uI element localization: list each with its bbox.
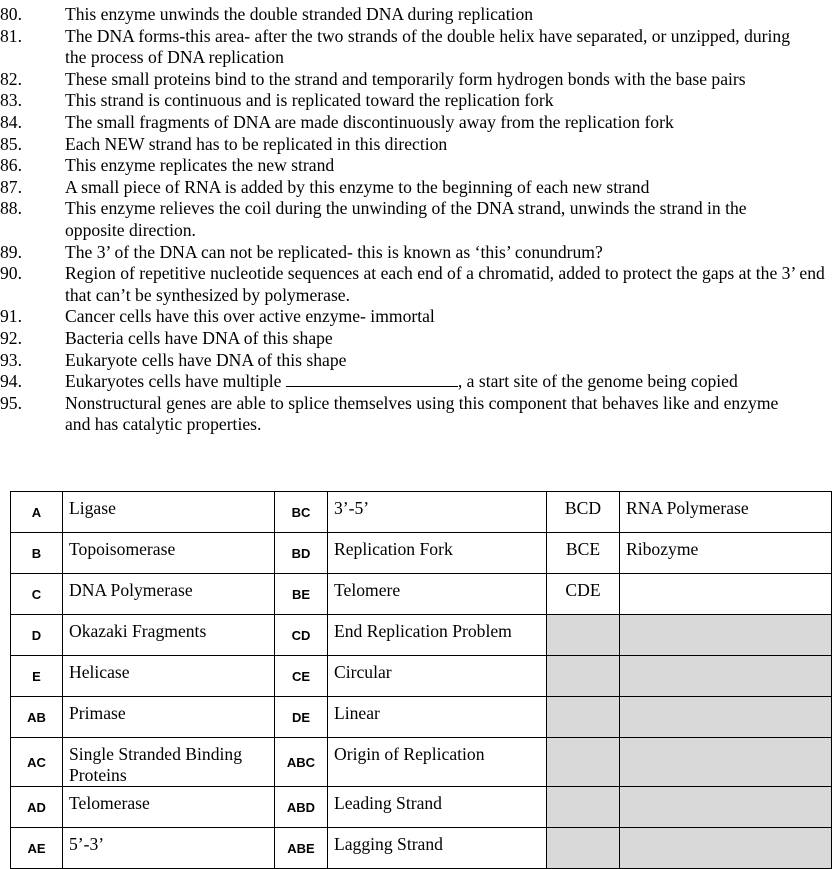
question-text: Eukaryote cells have DNA of this shape <box>65 349 347 370</box>
empty-cell <box>620 787 832 828</box>
table-row <box>11 574 832 615</box>
answer-code: C <box>11 574 63 615</box>
answer-value: Telomere <box>328 574 547 615</box>
question-number: 89. <box>0 241 22 262</box>
empty-cell <box>620 828 832 869</box>
question-91 <box>0 306 836 328</box>
answer-code: A <box>11 492 63 533</box>
question-88 <box>0 198 836 241</box>
question-number: 86. <box>0 155 22 176</box>
empty-cell <box>547 787 620 828</box>
table-row <box>11 738 832 787</box>
answer-code: AB <box>11 697 63 738</box>
answer-value: Topoisomerase <box>63 533 275 574</box>
question-text <box>65 371 836 393</box>
answer-value: Origin of Replication <box>328 738 547 787</box>
answer-value: Circular <box>328 656 547 697</box>
answer-code: D <box>11 615 63 656</box>
answer-value: RNA Polymerase <box>620 492 832 533</box>
question-number: 91. <box>0 306 22 327</box>
question-80 <box>0 4 836 26</box>
question-text: The 3’ of the DNA can not be replicated- this is known as ‘this’ conundrum? <box>65 241 603 262</box>
table-row <box>11 615 832 656</box>
question-text: This strand is continuous and is replicated toward the replication fork <box>65 90 554 111</box>
answer-code: CE <box>275 656 328 697</box>
table-row <box>11 828 832 869</box>
answer-code: BCE <box>547 533 620 574</box>
answer-value: Lagging Strand <box>328 828 547 869</box>
question-number: 85. <box>0 133 22 154</box>
answer-code: BCD <box>547 492 620 533</box>
question-82 <box>0 69 836 91</box>
question-text: Bacteria cells have DNA of this shape <box>65 327 333 348</box>
question-text: Cancer cells have this over active enzyme- immortal <box>65 306 435 327</box>
answer-value: Primase <box>63 697 275 738</box>
question-text: Region of repetitive nucleotide sequences at each end of a chromatid, added to protect the gaps at the 3’ end that can’t be synthesized by polymerase. <box>65 263 825 305</box>
answer-value: DNA Polymerase <box>63 574 275 615</box>
question-93 <box>0 350 836 372</box>
answer-value: Linear <box>328 697 547 738</box>
answer-code: BC <box>275 492 328 533</box>
answer-value: Ribozyme <box>620 533 832 574</box>
answer-value: Leading Strand <box>328 787 547 828</box>
table-row <box>11 492 832 533</box>
empty-cell <box>620 656 832 697</box>
question-number: 82. <box>0 68 22 89</box>
answer-code: ABD <box>275 787 328 828</box>
question-text: Nonstructural genes are able to splice themselves using this component that behaves like and enzyme and has catalytic properties. <box>65 392 779 435</box>
empty-cell <box>547 828 620 869</box>
table-row <box>11 656 832 697</box>
question-87 <box>0 177 836 199</box>
question-83 <box>0 90 836 112</box>
table-row <box>11 533 832 574</box>
answer-code: AE <box>11 828 63 869</box>
question-number: 88. <box>0 198 22 219</box>
answer-code: DE <box>275 697 328 738</box>
question-text: This enzyme unwinds the double stranded DNA during replication <box>65 4 534 24</box>
question-text: These small proteins bind to the strand and temporarily form hydrogen bonds with the base pairs <box>65 68 746 89</box>
answer-key-table <box>10 491 832 869</box>
question-84 <box>0 112 836 134</box>
question-text: A small piece of RNA is added by this enzyme to the beginning of each new strand <box>65 176 650 197</box>
answer-code: BE <box>275 574 328 615</box>
empty-cell <box>547 615 620 656</box>
question-text-after: , a start site of the genome being copied <box>457 371 738 392</box>
answer-code: E <box>11 656 63 697</box>
answer-value <box>620 574 832 615</box>
question-90 <box>0 263 836 306</box>
question-number: 83. <box>0 90 22 111</box>
question-number: 93. <box>0 349 22 370</box>
answer-value: Okazaki Fragments <box>63 615 275 656</box>
question-86 <box>0 155 836 177</box>
table-row <box>11 787 832 828</box>
answer-value: End Replication Problem <box>328 615 547 656</box>
answer-value: 3’-5’ <box>328 492 547 533</box>
answer-blank <box>286 371 458 387</box>
question-number: 92. <box>0 327 22 348</box>
question-89 <box>0 242 836 264</box>
question-95 <box>0 393 836 436</box>
answer-code: ABE <box>275 828 328 869</box>
empty-cell <box>620 697 832 738</box>
question-text: This enzyme replicates the new strand <box>65 155 335 176</box>
answer-code: CDE <box>547 574 620 615</box>
question-number: 95. <box>0 392 22 413</box>
answer-value: Helicase <box>63 656 275 697</box>
answer-code: AC <box>11 738 63 787</box>
question-number: 90. <box>0 263 22 284</box>
question-85 <box>0 134 836 156</box>
question-94 <box>0 371 836 393</box>
answer-value: 5’-3’ <box>63 828 275 869</box>
question-number: 87. <box>0 176 22 197</box>
question-92 <box>0 328 836 350</box>
question-text: The DNA forms-this area- after the two strands of the double helix have separated, or unzipped, during the process of DNA replication <box>65 25 791 68</box>
empty-cell <box>620 738 832 787</box>
answer-code: AD <box>11 787 63 828</box>
answer-code: CD <box>275 615 328 656</box>
question-text: Each NEW strand has to be replicated in this direction <box>65 133 448 154</box>
table-row <box>11 697 832 738</box>
question-text: The small fragments of DNA are made discontinuously away from the replication fork <box>65 111 674 132</box>
answer-value: Ligase <box>63 492 275 533</box>
empty-cell <box>547 697 620 738</box>
question-81 <box>0 26 836 69</box>
answer-code: B <box>11 533 63 574</box>
question-number: 84. <box>0 111 22 132</box>
answer-value: Replication Fork <box>328 533 547 574</box>
empty-cell <box>620 615 832 656</box>
question-number: 94. <box>0 371 22 392</box>
answer-code: BD <box>275 533 328 574</box>
question-number: 80. <box>0 4 22 24</box>
question-list <box>0 4 836 436</box>
empty-cell <box>547 738 620 787</box>
question-text: This enzyme relieves the coil during the unwinding of the DNA strand, unwinds the strand in the opposite direction. <box>65 198 747 240</box>
answer-value: Telomerase <box>63 787 275 828</box>
answer-code: ABC <box>275 738 328 787</box>
answer-value: Single Stranded Binding Proteins <box>63 738 275 787</box>
question-number: 81. <box>0 25 22 46</box>
question-text-before: Eukaryotes cells have multiple <box>65 371 286 392</box>
empty-cell <box>547 656 620 697</box>
